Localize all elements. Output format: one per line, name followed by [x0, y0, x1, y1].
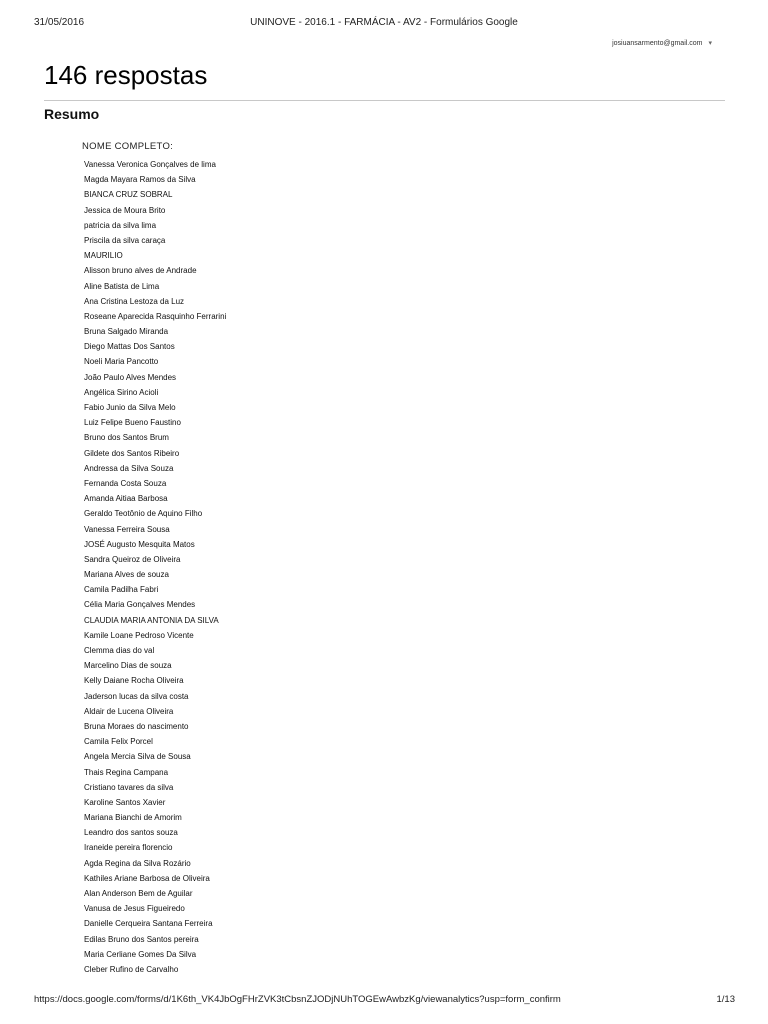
answer-item: Amanda Aitiaa Barbosa	[84, 494, 168, 504]
answer-item: Cristiano tavares da silva	[84, 782, 174, 792]
print-page-title: UNINOVE - 2016.1 - FARMÁCIA - AV2 - Formulários Google	[250, 17, 518, 28]
answer-item: Vanessa Veronica Gonçalves de lima	[84, 160, 216, 169]
answer-item: Vanessa Ferreira Sousa	[84, 524, 170, 534]
answer-item: Fabio Junio da Silva Melo	[84, 403, 176, 412]
answer-item: Priscila da silva caraça	[84, 235, 166, 245]
answer-item: Karoline Santos Xavier	[84, 797, 166, 807]
account-email: josiuansarmento@gmail.com	[612, 39, 703, 47]
question-label: NOME COMPLETO:	[82, 141, 174, 152]
answer-item: Ana Cristina Lestoza da Luz	[84, 296, 185, 306]
title-divider	[44, 100, 725, 101]
answer-item: BIANCA CRUZ SOBRAL	[84, 190, 173, 200]
answer-item: Bruna Salgado Miranda	[84, 327, 169, 337]
answer-list	[84, 157, 226, 977]
answer-item: Alisson bruno alves de Andrade	[84, 266, 197, 276]
answer-item: Marcelino Dias de souza	[84, 661, 172, 671]
answer-item: Gildete dos Santos Ribeiro	[84, 448, 180, 458]
answer-item: Andressa da Silva Souza	[84, 463, 174, 473]
answer-item: Angela Mercia Silva de Sousa	[84, 752, 191, 762]
answer-item: Mariana Bianchi de Amorim	[84, 813, 182, 823]
answer-item: Kelly Daiane Rocha Oliveira	[84, 676, 184, 686]
print-header	[0, 17, 768, 31]
answer-item: Magda Mayara Ramos da Silva	[84, 175, 196, 185]
summary-heading: Resumo	[44, 106, 100, 122]
answer-item: Fernanda Costa Souza	[84, 478, 167, 488]
answer-item: MAURILIO	[84, 251, 123, 261]
answer-item: Noeli Maria Pancotto	[84, 357, 159, 367]
answer-item: Célia Maria Gonçalves Mendes	[84, 600, 196, 610]
answer-item: Thais Regina Campana	[84, 767, 169, 777]
answer-item: Maria Cerliane Gomes Da Silva	[84, 949, 197, 959]
answer-item: Alan Anderson Bem de Aguilar	[84, 889, 193, 898]
answer-item: João Paulo Alves Mendes	[84, 372, 177, 382]
answer-item: Camila Felix Porcel	[84, 737, 153, 747]
answer-item: Iraneide pereira florencio	[84, 843, 173, 853]
print-date: 31/05/2016	[34, 17, 85, 28]
answer-item: Luiz Felipe Bueno Faustino	[84, 418, 181, 428]
answer-item: Jaderson lucas da silva costa	[84, 691, 189, 701]
chevron-down-icon: ▾	[708, 40, 712, 47]
answer-item: Roseane Aparecida Rasquinho Ferrarini	[84, 311, 227, 321]
answer-item: Kamile Loane Pedroso Vicente	[84, 630, 194, 640]
answer-item: Vanusa de Jesus Figueiredo	[84, 904, 185, 914]
answer-item: Leandro dos santos souza	[84, 828, 178, 838]
page-number: 1/13	[716, 994, 735, 1005]
answer-item: Kathiles Ariane Barbosa de Oliveira	[84, 873, 210, 883]
answer-item: Bruna Moraes do nascimento	[84, 721, 189, 731]
responses-count-title: 146 respostas	[44, 60, 208, 90]
answer-item: Camila Padilha Fabri	[84, 585, 159, 595]
answer-item: Geraldo Teotônio de Aquino Filho	[84, 509, 203, 519]
answer-item: Angélica Sirino Acioli	[84, 387, 159, 397]
answer-item: Diego Mattas Dos Santos	[84, 342, 175, 352]
answer-item: Clemma dias do val	[84, 646, 155, 655]
answer-item: Cleber Rufino de Carvalho	[84, 964, 179, 974]
answer-item: Bruno dos Santos Brum	[84, 433, 169, 443]
answer-item: Aldair de Lucena Oliveira	[84, 706, 174, 716]
answer-item: Agda Regina da Silva Rozário	[84, 858, 191, 868]
answer-item: patricia da silva lima	[84, 220, 157, 230]
answer-item: Sandra Queiroz de Oliveira	[84, 554, 181, 564]
answer-item: Danielle Cerqueira Santana Ferreira	[84, 919, 213, 929]
answer-item: Mariana Alves de souza	[84, 570, 169, 580]
answer-item: JOSÉ Augusto Mesquita Matos	[84, 539, 195, 549]
answer-item: Edilas Bruno dos Santos pereira	[84, 934, 199, 944]
answer-item: Jessica de Moura Brito	[84, 205, 166, 215]
account-menu[interactable]	[612, 39, 712, 47]
print-url: https://docs.google.com/forms/d/1K6th_VK4JbOgFHrZVK3tCbsnZJODjNUhTOGEwAwbzKg/viewanalytics?usp=form_confirm	[34, 994, 561, 1005]
answer-item: Aline Batista de Lima	[84, 281, 160, 291]
answer-item: CLAUDIA MARIA ANTONIA DA SILVA	[84, 615, 219, 625]
